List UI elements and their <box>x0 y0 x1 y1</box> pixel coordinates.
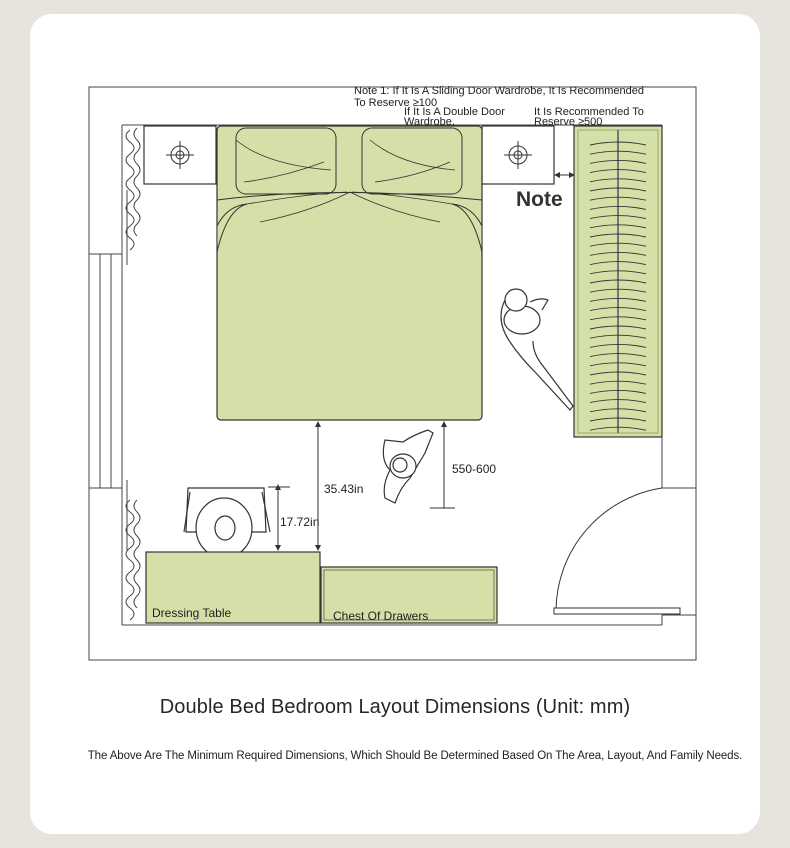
recommend-line1: It Is Recommended To <box>534 106 644 118</box>
dim-bed-to-drawers: 35.43in <box>324 482 364 496</box>
double-bed <box>217 126 482 420</box>
note-label: Note <box>516 188 563 211</box>
note1-line1: Note 1: If It Is A Sliding Door Wardrobe, It Is Recommended <box>354 85 645 97</box>
chest-of-drawers-label: Chest Of Drawers <box>333 609 429 623</box>
note1-line2: To Reserve ≥100 <box>354 97 438 109</box>
dressing-table-label: Dressing Table <box>152 606 232 620</box>
dim-walkway: 550-600 <box>452 462 497 476</box>
window <box>89 254 122 488</box>
diagram-title: Double Bed Bedroom Layout Dimensions (Unit: mm) <box>159 696 631 718</box>
recommend-line2: Reserve ≥500 <box>534 116 603 128</box>
nightstand-left <box>144 126 216 184</box>
double-door-line1: If It Is A Double Door <box>404 106 505 118</box>
double-door-line2: Wardrobe, <box>404 116 455 128</box>
curtain-bottom-2 <box>134 500 140 608</box>
dim-chair-space: 17.72in <box>280 515 320 529</box>
curtain-top-2 <box>134 128 140 236</box>
wardrobe <box>574 126 662 437</box>
diagram-subtitle: The Above Are The Minimum Required Dimensions, Which Should Be Determined Based On The Area, Layout, And Family Needs. <box>87 750 743 762</box>
door <box>554 488 680 614</box>
nightstand-right <box>482 126 554 184</box>
person-walking <box>383 430 433 503</box>
person-at-wardrobe <box>501 289 573 410</box>
